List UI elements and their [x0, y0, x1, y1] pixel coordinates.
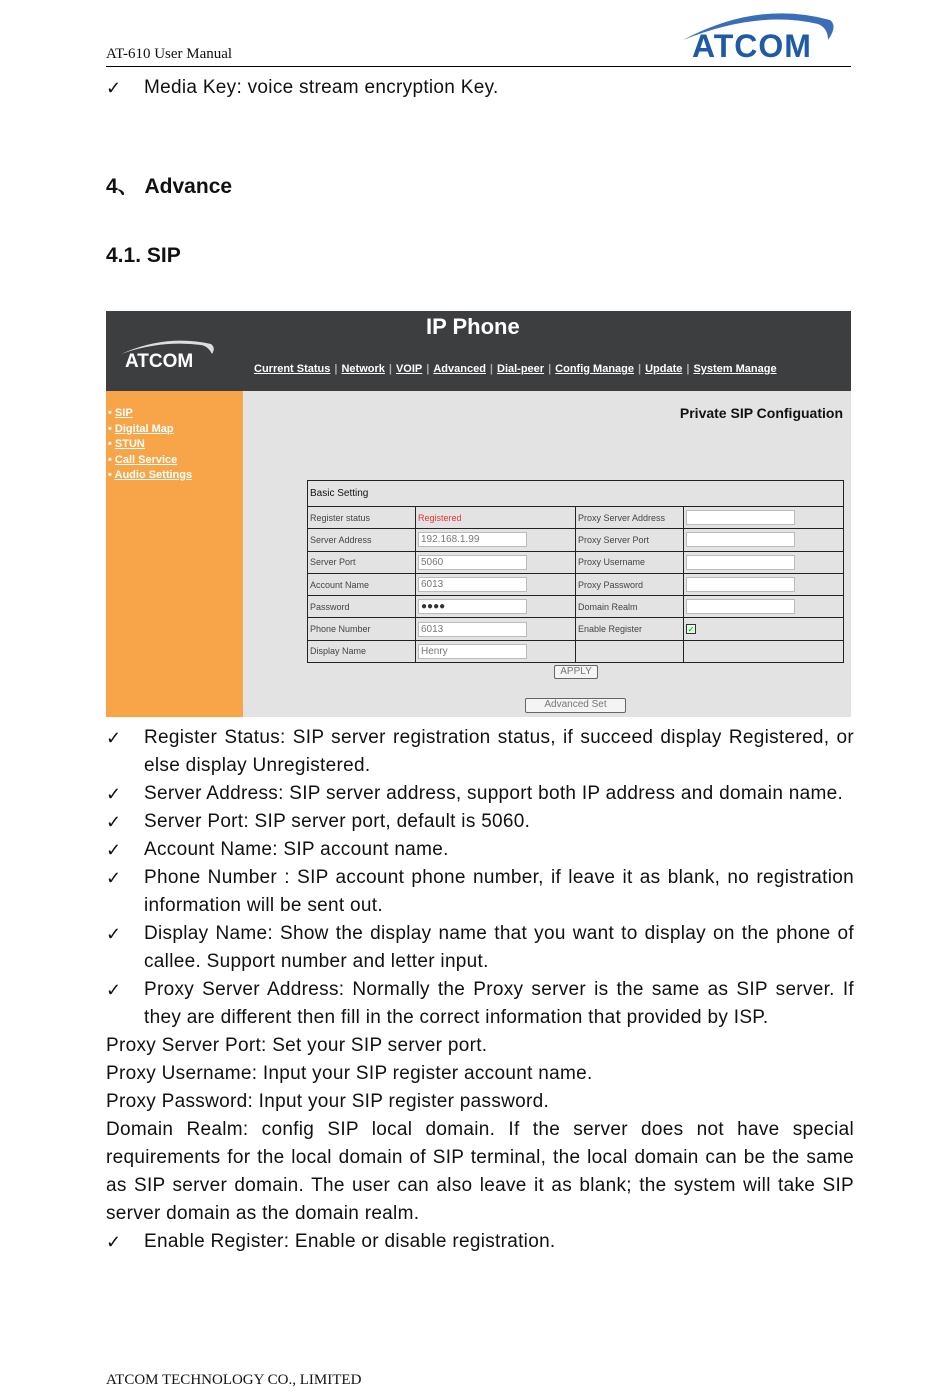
description-body	[106, 724, 854, 1256]
nav-dial-peer[interactable]: Dial-peer	[497, 363, 545, 375]
bullet-text: Phone Number : SIP account phone number, if leave it as blank, no registration information will be sent out.	[144, 867, 854, 916]
sip-config-screenshot	[106, 311, 851, 717]
field-label: Phone Number	[308, 618, 416, 640]
field-label: Proxy Server Address	[576, 507, 684, 529]
register-status-value: Registered	[416, 507, 576, 529]
server-address-input[interactable]: 192.168.1.99	[418, 532, 527, 547]
sidebar: • SIP • Digital Map • STUN • Call Service • Audio Settings	[106, 391, 243, 717]
proxy-server-address-input[interactable]	[686, 510, 795, 525]
paragraph: Domain Realm: config SIP local domain. If the server does not have special requirements for the local domain of SIP terminal, the local domain can be the same as SIP server domain. The user can also leave it as blank; the system will take SIP server domain as the domain realm.	[106, 1119, 854, 1224]
web-header	[106, 311, 851, 391]
account-name-input[interactable]: 6013	[418, 577, 527, 592]
check-icon: ✓	[106, 868, 122, 888]
paragraph: Proxy Server Port: Set your SIP server port.	[106, 1035, 488, 1056]
check-icon: ✓	[106, 840, 122, 860]
manual-title: AT-610 User Manual	[106, 46, 233, 62]
check-icon: ✓	[106, 78, 122, 98]
atcom-logo-small: ATCOM	[116, 336, 216, 376]
bullet-text: Register Status: SIP server registration status, if succeed display Registered, or else display Unregistered.	[144, 727, 854, 776]
check-icon: ✓	[106, 980, 122, 1000]
check-icon: ✓	[106, 728, 122, 748]
top-nav: Current Status | Network | VOIP | Advanced | Dial-peer | Config Manage | Update | System Manage	[254, 363, 777, 375]
field-label: Proxy Server Port	[576, 529, 684, 551]
check-icon: ✓	[106, 812, 122, 832]
check-icon: ✓	[106, 1232, 122, 1252]
section-heading: 4、 Advance	[106, 175, 233, 198]
web-title: IP Phone	[426, 314, 520, 339]
sidebar-digital-map[interactable]: Digital Map	[114, 422, 174, 435]
field-label: Domain Realm	[576, 596, 684, 618]
field-label: Register status	[308, 507, 416, 529]
phone-number-input[interactable]: 6013	[418, 622, 527, 637]
enable-register-checkbox[interactable]: ✓	[687, 625, 695, 635]
bullet-text: Proxy Server Address: Normally the Proxy server is the same as SIP server. If they are different then fill in the correct information that provided by ISP.	[144, 979, 854, 1028]
bullet-text: Display Name: Show the display name that you want to display on the phone of callee. Support number and letter input.	[144, 923, 854, 972]
field-label: Display Name	[308, 640, 416, 662]
paragraph: Proxy Username: Input your SIP register account name.	[106, 1063, 593, 1084]
field-label: Proxy Password	[576, 573, 684, 595]
basic-setting-table	[307, 480, 844, 663]
paragraph: Proxy Password: Input your SIP register password.	[106, 1091, 550, 1112]
sidebar-sip[interactable]: SIP	[114, 407, 133, 419]
nav-network[interactable]: Network	[341, 363, 385, 375]
nav-current-status[interactable]: Current Status	[254, 363, 331, 375]
sidebar-stun[interactable]: STUN	[114, 438, 145, 450]
field-label: Enable Register	[576, 618, 684, 640]
advanced-set-button[interactable]: Advanced Set	[525, 698, 626, 713]
field-label: Account Name	[308, 573, 416, 595]
proxy-username-input[interactable]	[686, 555, 795, 570]
field-label: Password	[308, 596, 416, 618]
header-divider	[106, 66, 851, 67]
nav-voip[interactable]: VOIP	[395, 363, 423, 375]
section-label: Basic Setting	[308, 481, 844, 507]
footer-company: ATCOM TECHNOLOGY CO., LIMITED	[106, 1372, 362, 1388]
bullet-text: Server Port: SIP server port, default is 5060.	[144, 811, 531, 832]
subsection-heading: 4.1. SIP	[106, 244, 181, 267]
field-label: Proxy Username	[576, 551, 684, 573]
server-port-input[interactable]: 5060	[418, 555, 527, 570]
bullet-text: Account Name: SIP account name.	[144, 839, 449, 860]
nav-system-manage[interactable]: System Manage	[693, 363, 777, 375]
intro-block	[106, 74, 854, 102]
nav-config-manage[interactable]: Config Manage	[555, 363, 634, 375]
display-name-input[interactable]: Henry	[418, 644, 527, 659]
field-label: Server Port	[308, 551, 416, 573]
sidebar-audio-settings[interactable]: Audio Settings	[114, 469, 193, 481]
check-icon: ✓	[106, 784, 122, 804]
proxy-password-input[interactable]	[686, 577, 795, 592]
bullet-text: Enable Register: Enable or disable registration.	[144, 1231, 556, 1252]
proxy-server-port-input[interactable]	[686, 532, 795, 547]
domain-realm-input[interactable]	[686, 599, 795, 614]
check-icon: ✓	[106, 924, 122, 944]
nav-advanced[interactable]: Advanced	[433, 363, 486, 375]
apply-button[interactable]: APPLY	[554, 665, 598, 679]
atcom-logo: ATCOM	[678, 6, 838, 66]
intro-text: Media Key: voice stream encryption Key.	[144, 77, 499, 98]
nav-update[interactable]: Update	[645, 363, 683, 375]
sidebar-call-service[interactable]: Call Service	[114, 453, 178, 466]
bullet-text: Server Address: SIP server address, support both IP address and domain name.	[144, 783, 844, 804]
field-label: Server Address	[308, 529, 416, 551]
page-title: Private SIP Configuation	[679, 405, 843, 421]
password-input[interactable]: ●●●●	[418, 599, 527, 614]
